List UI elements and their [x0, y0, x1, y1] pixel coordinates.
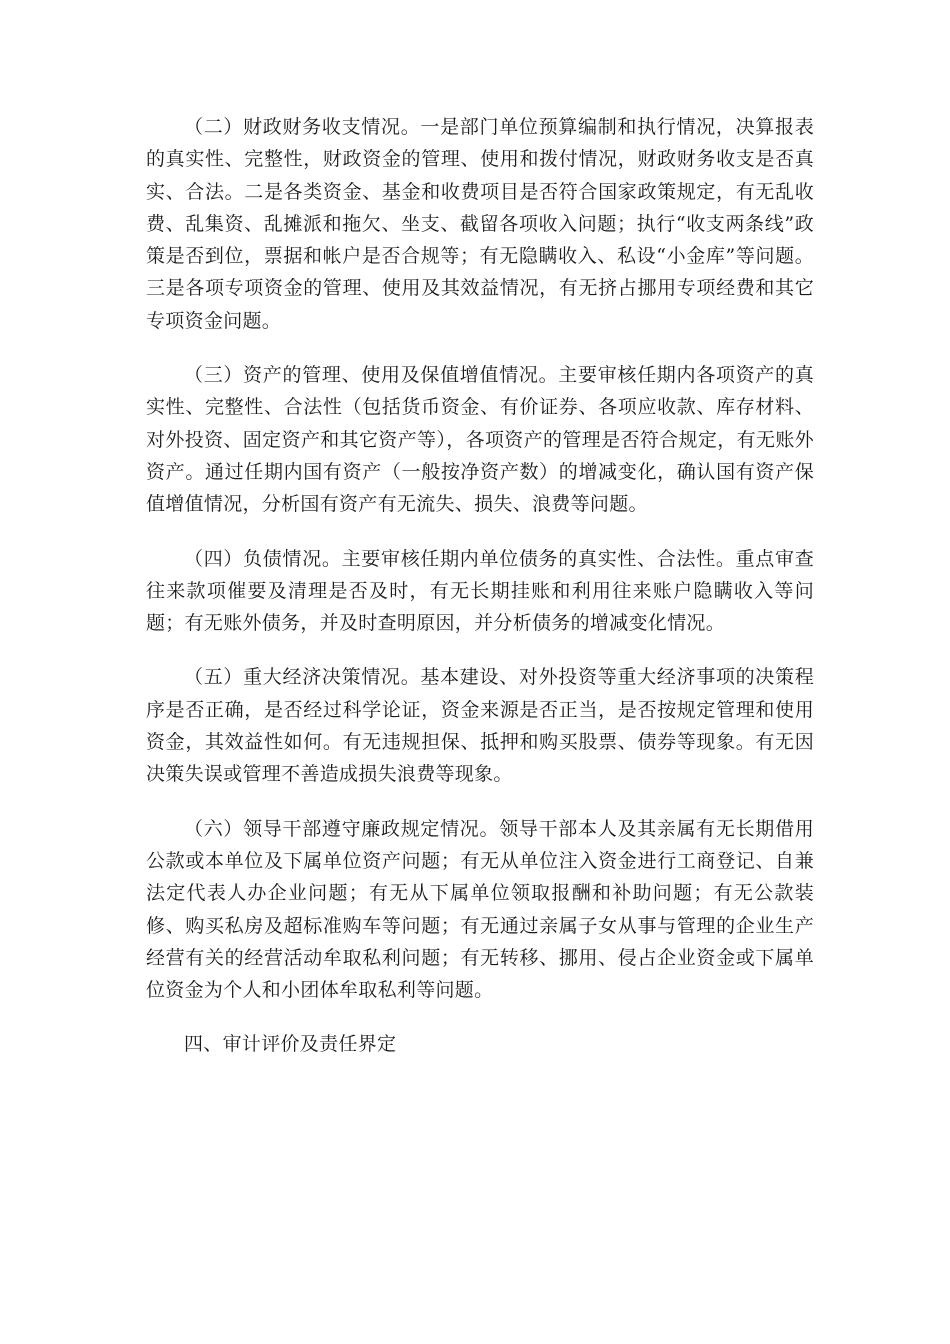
paragraph-liabilities: （四）负债情况。主要审核任期内单位债务的真实性、合法性。重点审查往来款项催要及清理是否及时，有无长期挂账和利用往来账户隐瞒收入等问题；有无账外债务，并及时查明原因，并分析债务的增减变化情况。 — [146, 547, 814, 635]
document-body — [146, 111, 814, 1061]
paragraph-asset-management: （三）资产的管理、使用及保值增值情况。主要审核任期内各项资产的真实性、完整性、合法性（包括货币资金、有价证券、各项应收款、库存材料、对外投资、固定资产和其它资产等），各项资产的管理是否符合规定，有无账外资产。通过任期内国有资产（一般按净资产数）的增减变化，确认国有资产保值增值情况，分析国有资产有无流失、损失、浪费等问题。 — [146, 364, 814, 516]
paragraph-major-economic-decisions: （五）重大经济决策情况。基本建设、对外投资等重大经济事项的决策程序是否正确，是否经过科学论证，资金来源是否正当，是否按规定管理和使用资金，其效益性如何。有无违规担保、抵押和购买股票、债券等现象。有无因决策失误或管理不善造成损失浪费等现象。 — [146, 666, 814, 786]
paragraph-fiscal-revenue-expenditure: （二）财政财务收支情况。一是部门单位预算编制和执行情况，决算报表的真实性、完整性，财政资金的管理、使用和拨付情况，财政财务收支是否真实、合法。二是各类资金、基金和收费项目是否符合国家政策规定，有无乱收费、乱集资、乱摊派和拖欠、坐支、截留各项收入问题；执行“收支两条线”政策是否到位，票据和帐户是否合规等；有无隐瞒收入、私设“小金库”等问题。三是各项专项资金的管理、使用及其效益情况，有无挤占挪用专项经费和其它专项资金问题。 — [146, 116, 814, 332]
paragraph-integrity-compliance: （六）领导干部遵守廉政规定情况。领导干部本人及其亲属有无长期借用公款或本单位及下属单位资产问题；有无从单位注入资金进行工商登记、自兼法定代表人办企业问题；有无从下属单位领取报酬和补助问题；有无公款装修、购买私房及超标准购车等问题；有无通过亲属子女从事与管理的企业生产经营有关的经营活动牟取私利问题；有无转移、挪用、侵占企业资金或下属单位资金为个人和小团体牟取私利等问题。 — [146, 817, 814, 1002]
section-heading-audit-evaluation: 四、审计评价及责任界定 — [184, 1033, 397, 1056]
